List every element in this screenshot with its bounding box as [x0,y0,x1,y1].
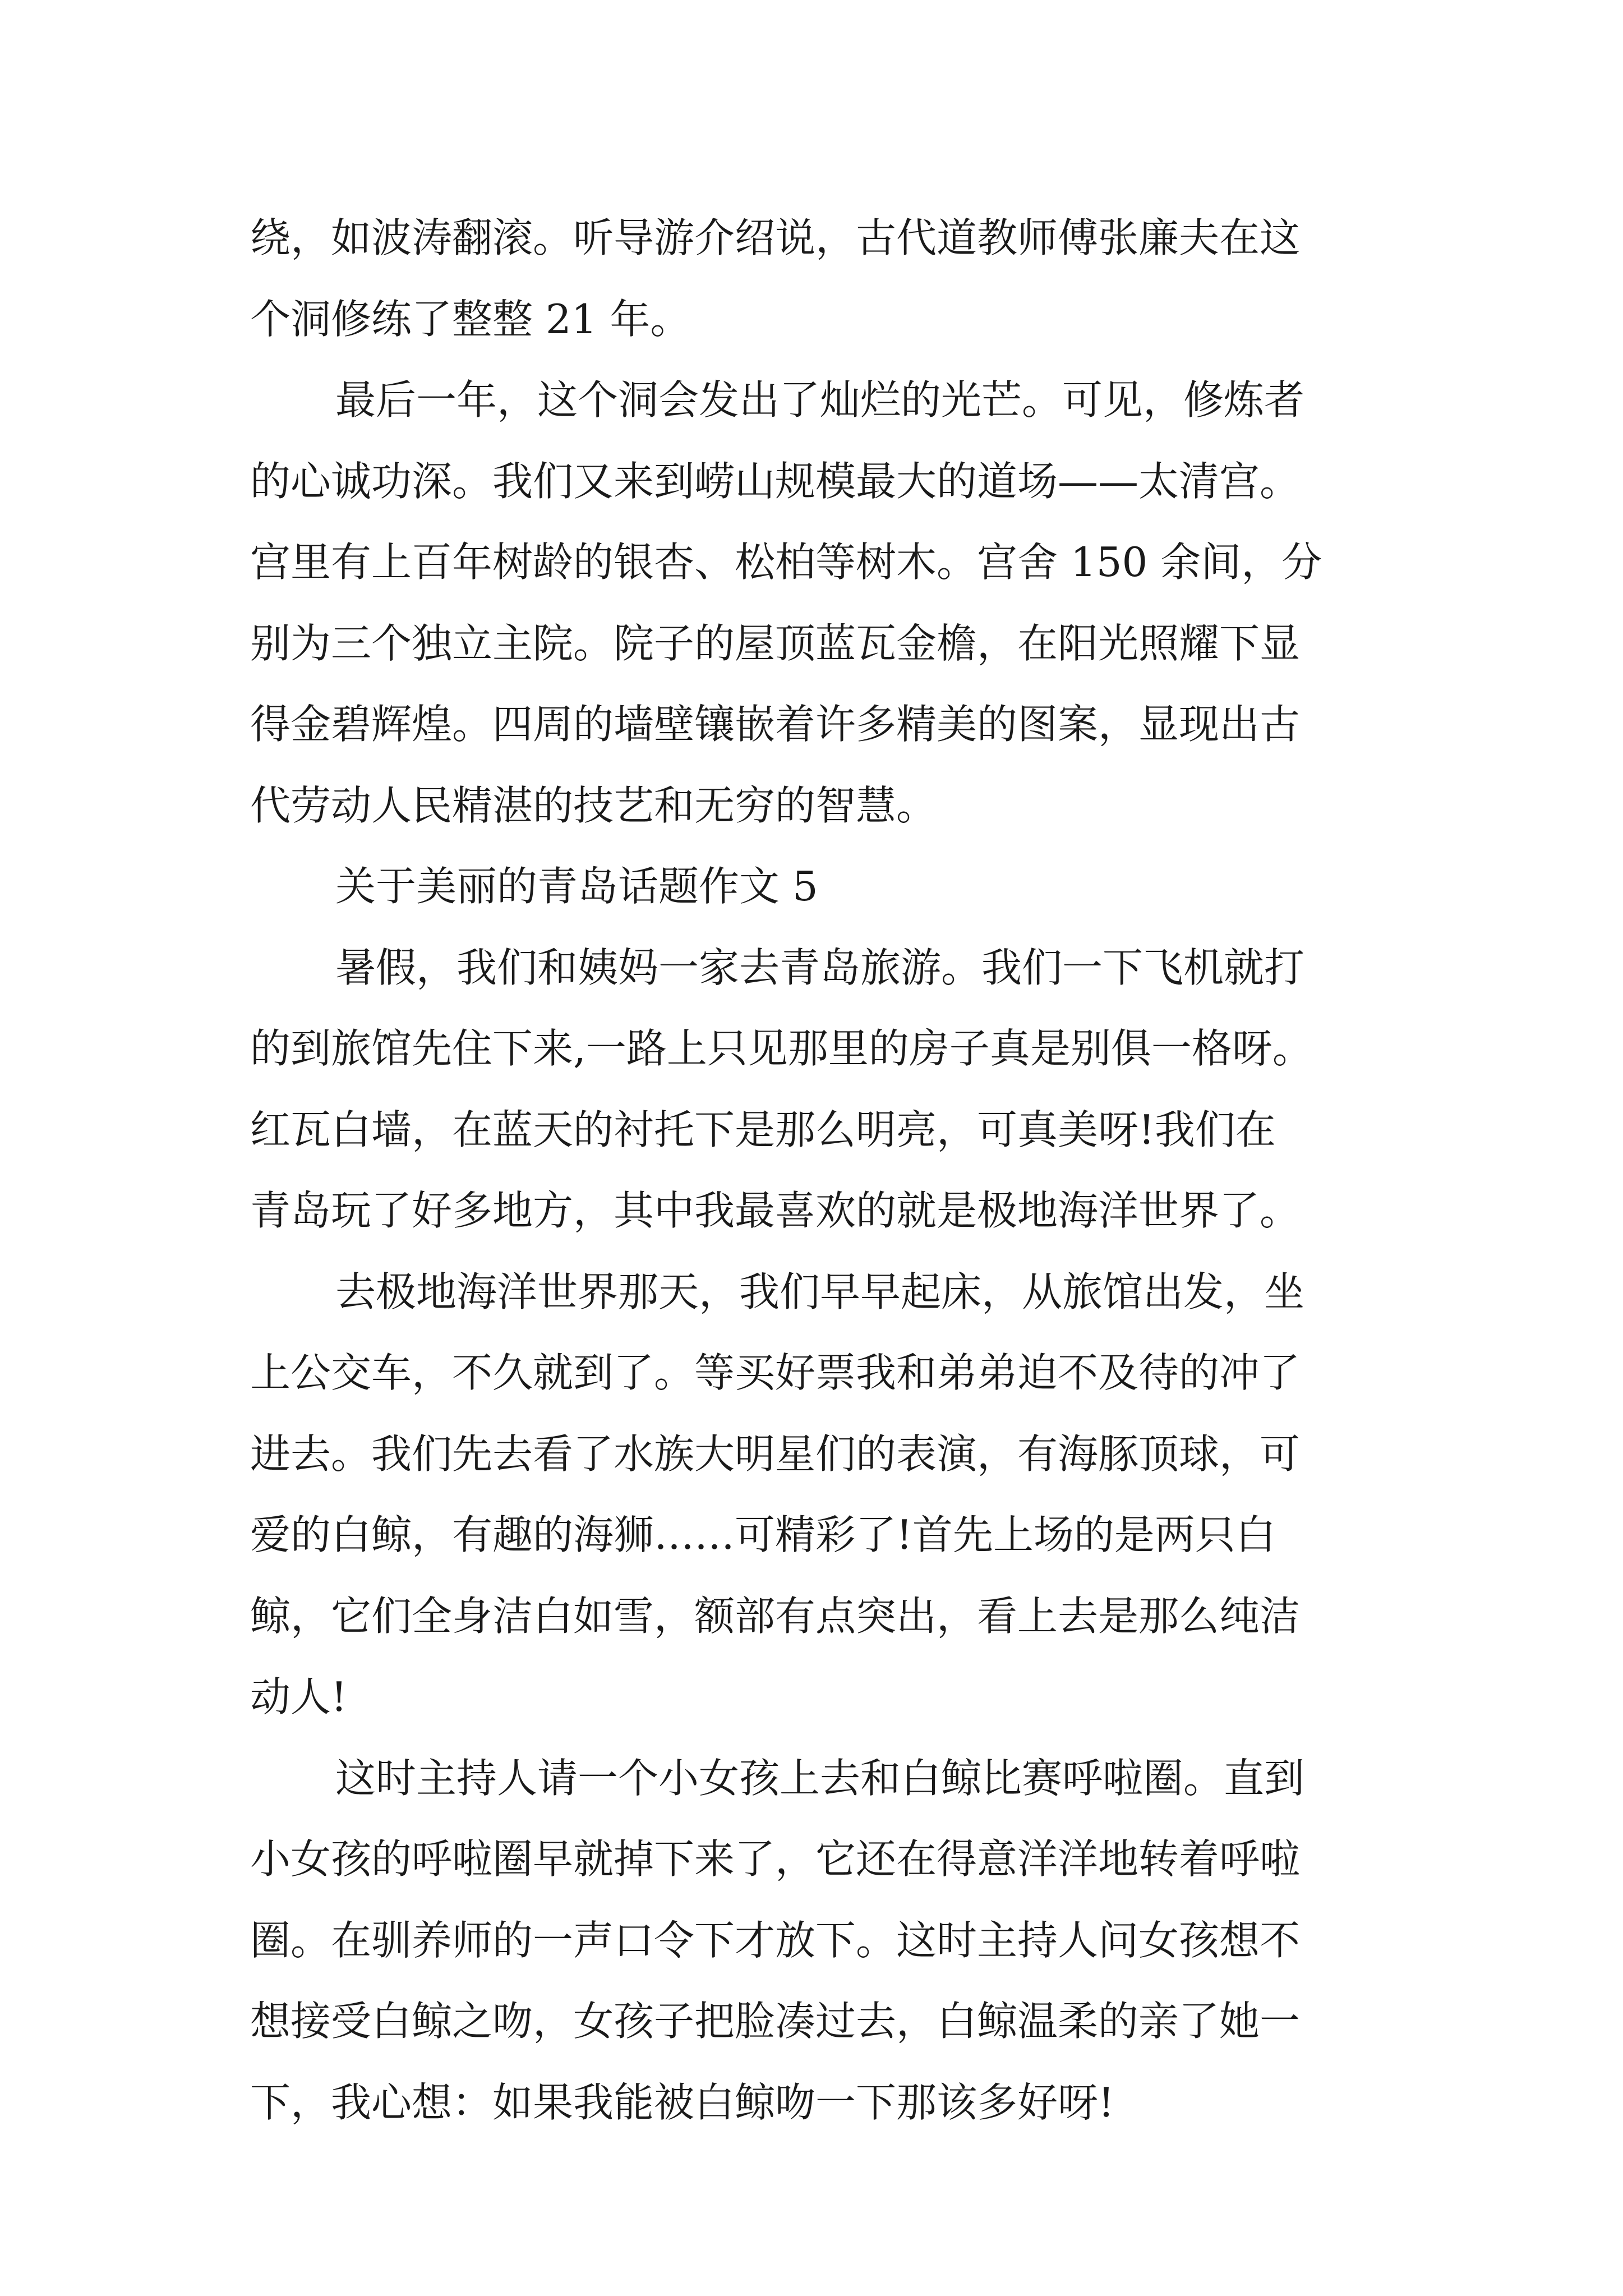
text-line: 爱的白鲸，有趣的海狮……可精彩了!首先上场的是两只白 [250,1511,1276,1558]
document-body [250,197,1405,2143]
text-line: 关于美丽的青岛话题作文 5 [335,863,818,910]
text-line: 圈。在驯养师的一声口令下才放下。这时主持人问女孩想不 [250,1916,1301,1964]
text-line: 动人! [250,1673,347,1720]
text-line: 绕，如波涛翻滚。听导游介绍说，古代道教师傅张廉夫在这 [250,214,1301,261]
text-line: 暑假，我们和姨妈一家去青岛旅游。我们一下飞机就打 [335,944,1305,991]
text-line: 的到旅馆先住下来,一路上只见那里的房子真是别俱一格呀。 [250,1025,1313,1072]
text-line: 进去。我们先去看了水族大明星们的表演，有海豚顶球，可 [250,1430,1301,1478]
text-line: 小女孩的呼啦圈早就掉下来了，它还在得意洋洋地转着呼啦 [250,1835,1301,1883]
text-line: 红瓦白墙，在蓝天的衬托下是那么明亮，可真美呀!我们在 [250,1106,1276,1153]
text-line: 青岛玩了好多地方，其中我最喜欢的就是极地海洋世界了。 [250,1187,1301,1234]
text-line: 代劳动人民精湛的技艺和无穷的智慧。 [250,781,937,829]
text-line: 上公交车，不久就到了。等买好票我和弟弟迫不及待的冲了 [250,1349,1301,1396]
text-line: 得金碧辉煌。四周的墙壁镶嵌着许多精美的图案，显现出古 [250,701,1301,748]
text-line: 别为三个独立主院。院子的屋顶蓝瓦金檐，在阳光照耀下显 [250,619,1301,667]
text-line: 鲸，它们全身洁白如雪，额部有点突出，看上去是那么纯洁 [250,1592,1301,1640]
text-line: 去极地海洋世界那天，我们早早起床，从旅馆出发，坐 [335,1268,1305,1315]
text-line: 下，我心想：如果我能被白鲸吻一下那该多好呀! [250,2078,1114,2126]
text-line: 个洞修练了整整 21 年。 [250,295,691,343]
text-line: 想接受白鲸之吻，女孩子把脸凑过去，白鲸温柔的亲了她一 [250,1998,1301,2045]
text-line: 宫里有上百年树龄的银杏、松柏等树木。宫舍 150 余间，分 [250,539,1322,586]
text-line: 的心诚功深。我们又来到崂山规模最大的道场——太清宫。 [250,457,1301,505]
text-line: 最后一年，这个洞会发出了灿烂的光芒。可见，修炼者 [335,376,1305,424]
text-line: 这时主持人请一个小女孩上去和白鲸比赛呼啦圈。直到 [335,1754,1305,1802]
